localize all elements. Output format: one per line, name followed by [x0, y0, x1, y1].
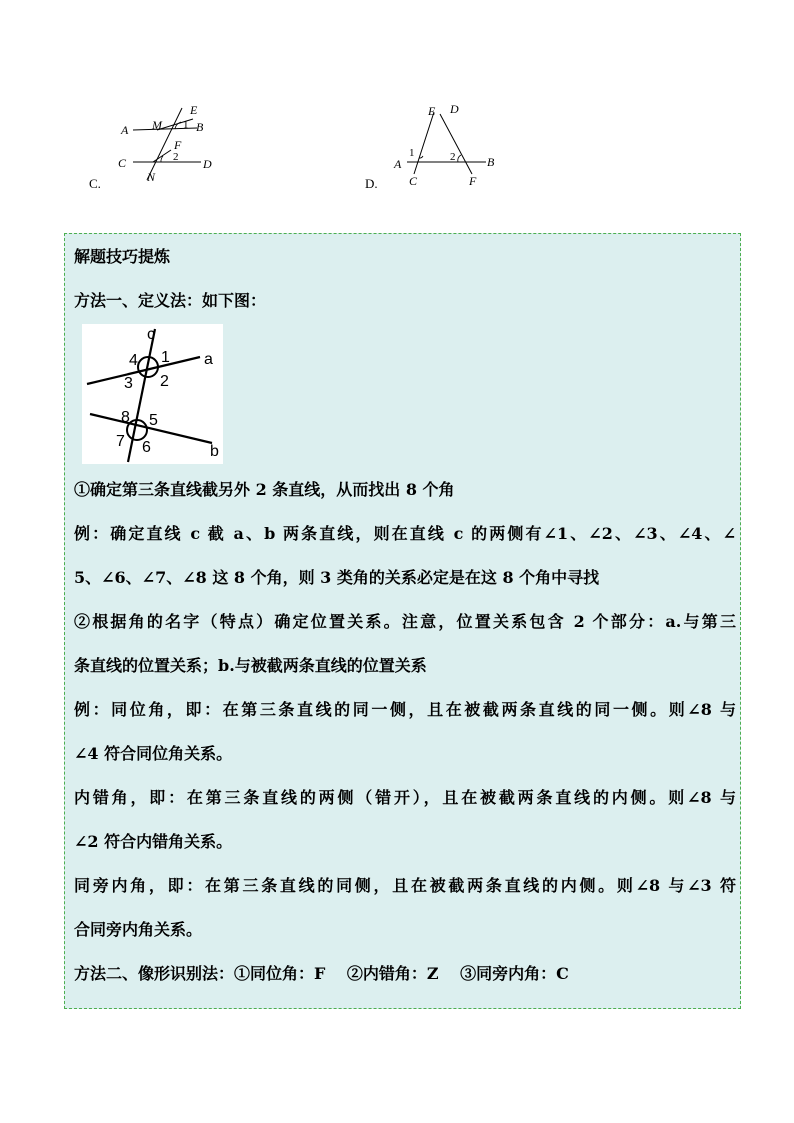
- point-d-label: D: [450, 102, 459, 116]
- angle-diagram-figure: [82, 324, 223, 464]
- tip-line-8: 内错角，即：在第三条直线的两侧（错开），且在被截两条直线的内侧。则∠8 与: [74, 788, 736, 807]
- angle-2-label: 2: [450, 151, 456, 163]
- tip-line-9: ∠2 符合内错角关系。: [74, 832, 233, 851]
- tip-line-1: ①确定第三条直线截另外 2 条直线，从而找出 8 个角: [74, 480, 455, 499]
- point-c-label: C: [118, 156, 127, 170]
- method1-heading: 方法一、定义法：如下图：: [74, 291, 267, 310]
- angle-1-label: 1: [409, 147, 415, 159]
- tip-line-7: ∠4 符合同位角关系。: [74, 744, 233, 763]
- angle-label-5: 5: [149, 412, 158, 429]
- angle-2-label: 2: [173, 151, 179, 163]
- point-f-label: F: [469, 174, 477, 188]
- option-c-figure: [85, 98, 225, 193]
- option-d-figure: [362, 98, 512, 193]
- angle-label-7: 7: [116, 433, 125, 450]
- angle-label-3: 3: [124, 375, 133, 392]
- angle-label-4: 4: [129, 352, 138, 369]
- angle-1-label: 1: [183, 119, 189, 131]
- angle-label-6: 6: [142, 439, 151, 456]
- option-d: [362, 98, 512, 193]
- option-d-label: D.: [365, 176, 378, 191]
- point-m-label: M: [152, 118, 162, 132]
- point-e-label: E: [428, 104, 436, 118]
- point-a-label: A: [121, 123, 129, 137]
- point-e-label: E: [190, 103, 198, 117]
- tips-box: [64, 233, 741, 1009]
- line-b-label: b: [210, 443, 219, 460]
- tips-title: 解题技巧提炼: [74, 247, 171, 266]
- line-c-label: c: [147, 326, 155, 343]
- angle-diagram: [82, 324, 223, 464]
- tip-line-11: 合同旁内角关系。: [74, 920, 203, 939]
- point-c-label: C: [409, 174, 418, 188]
- angle-label-2: 2: [160, 373, 169, 390]
- option-c-label: C.: [89, 176, 101, 191]
- tip-line-5: 条直线的位置关系；b.与被截两条直线的位置关系: [74, 656, 427, 675]
- angle-label-8: 8: [121, 409, 130, 426]
- point-b-label: B: [196, 120, 204, 134]
- point-d-label: D: [203, 157, 212, 171]
- tip-line-12: 方法二、像形识别法：①同位角：F ②内错角：Z ③同旁内角：C: [74, 964, 569, 983]
- option-c: [85, 98, 225, 193]
- line-a-label: a: [204, 351, 213, 368]
- tip-line-10: 同旁内角，即：在第三条直线的同侧，且在被截两条直线的内侧。则∠8 与∠3 符: [74, 876, 736, 895]
- point-f-label: F: [174, 138, 182, 152]
- tip-line-2: 例：确定直线 c 截 a、b 两条直线，则在直线 c 的两侧有∠1、∠2、∠3、∠4、∠: [74, 524, 736, 543]
- angle-label-1: 1: [161, 349, 170, 366]
- point-b-label: B: [487, 155, 495, 169]
- point-a-label: A: [394, 157, 402, 171]
- tip-line-4: ②根据角的名字（特点）确定位置关系。注意，位置关系包含 2 个部分：a.与第三: [74, 612, 736, 631]
- tip-line-6: 例：同位角，即：在第三条直线的同一侧，且在被截两条直线的同一侧。则∠8 与: [74, 700, 736, 719]
- tip-line-3: 5、∠6、∠7、∠8 这 8 个角，则 3 类角的关系必定是在这 8 个角中寻找: [74, 568, 600, 587]
- point-n-label: N: [147, 170, 156, 184]
